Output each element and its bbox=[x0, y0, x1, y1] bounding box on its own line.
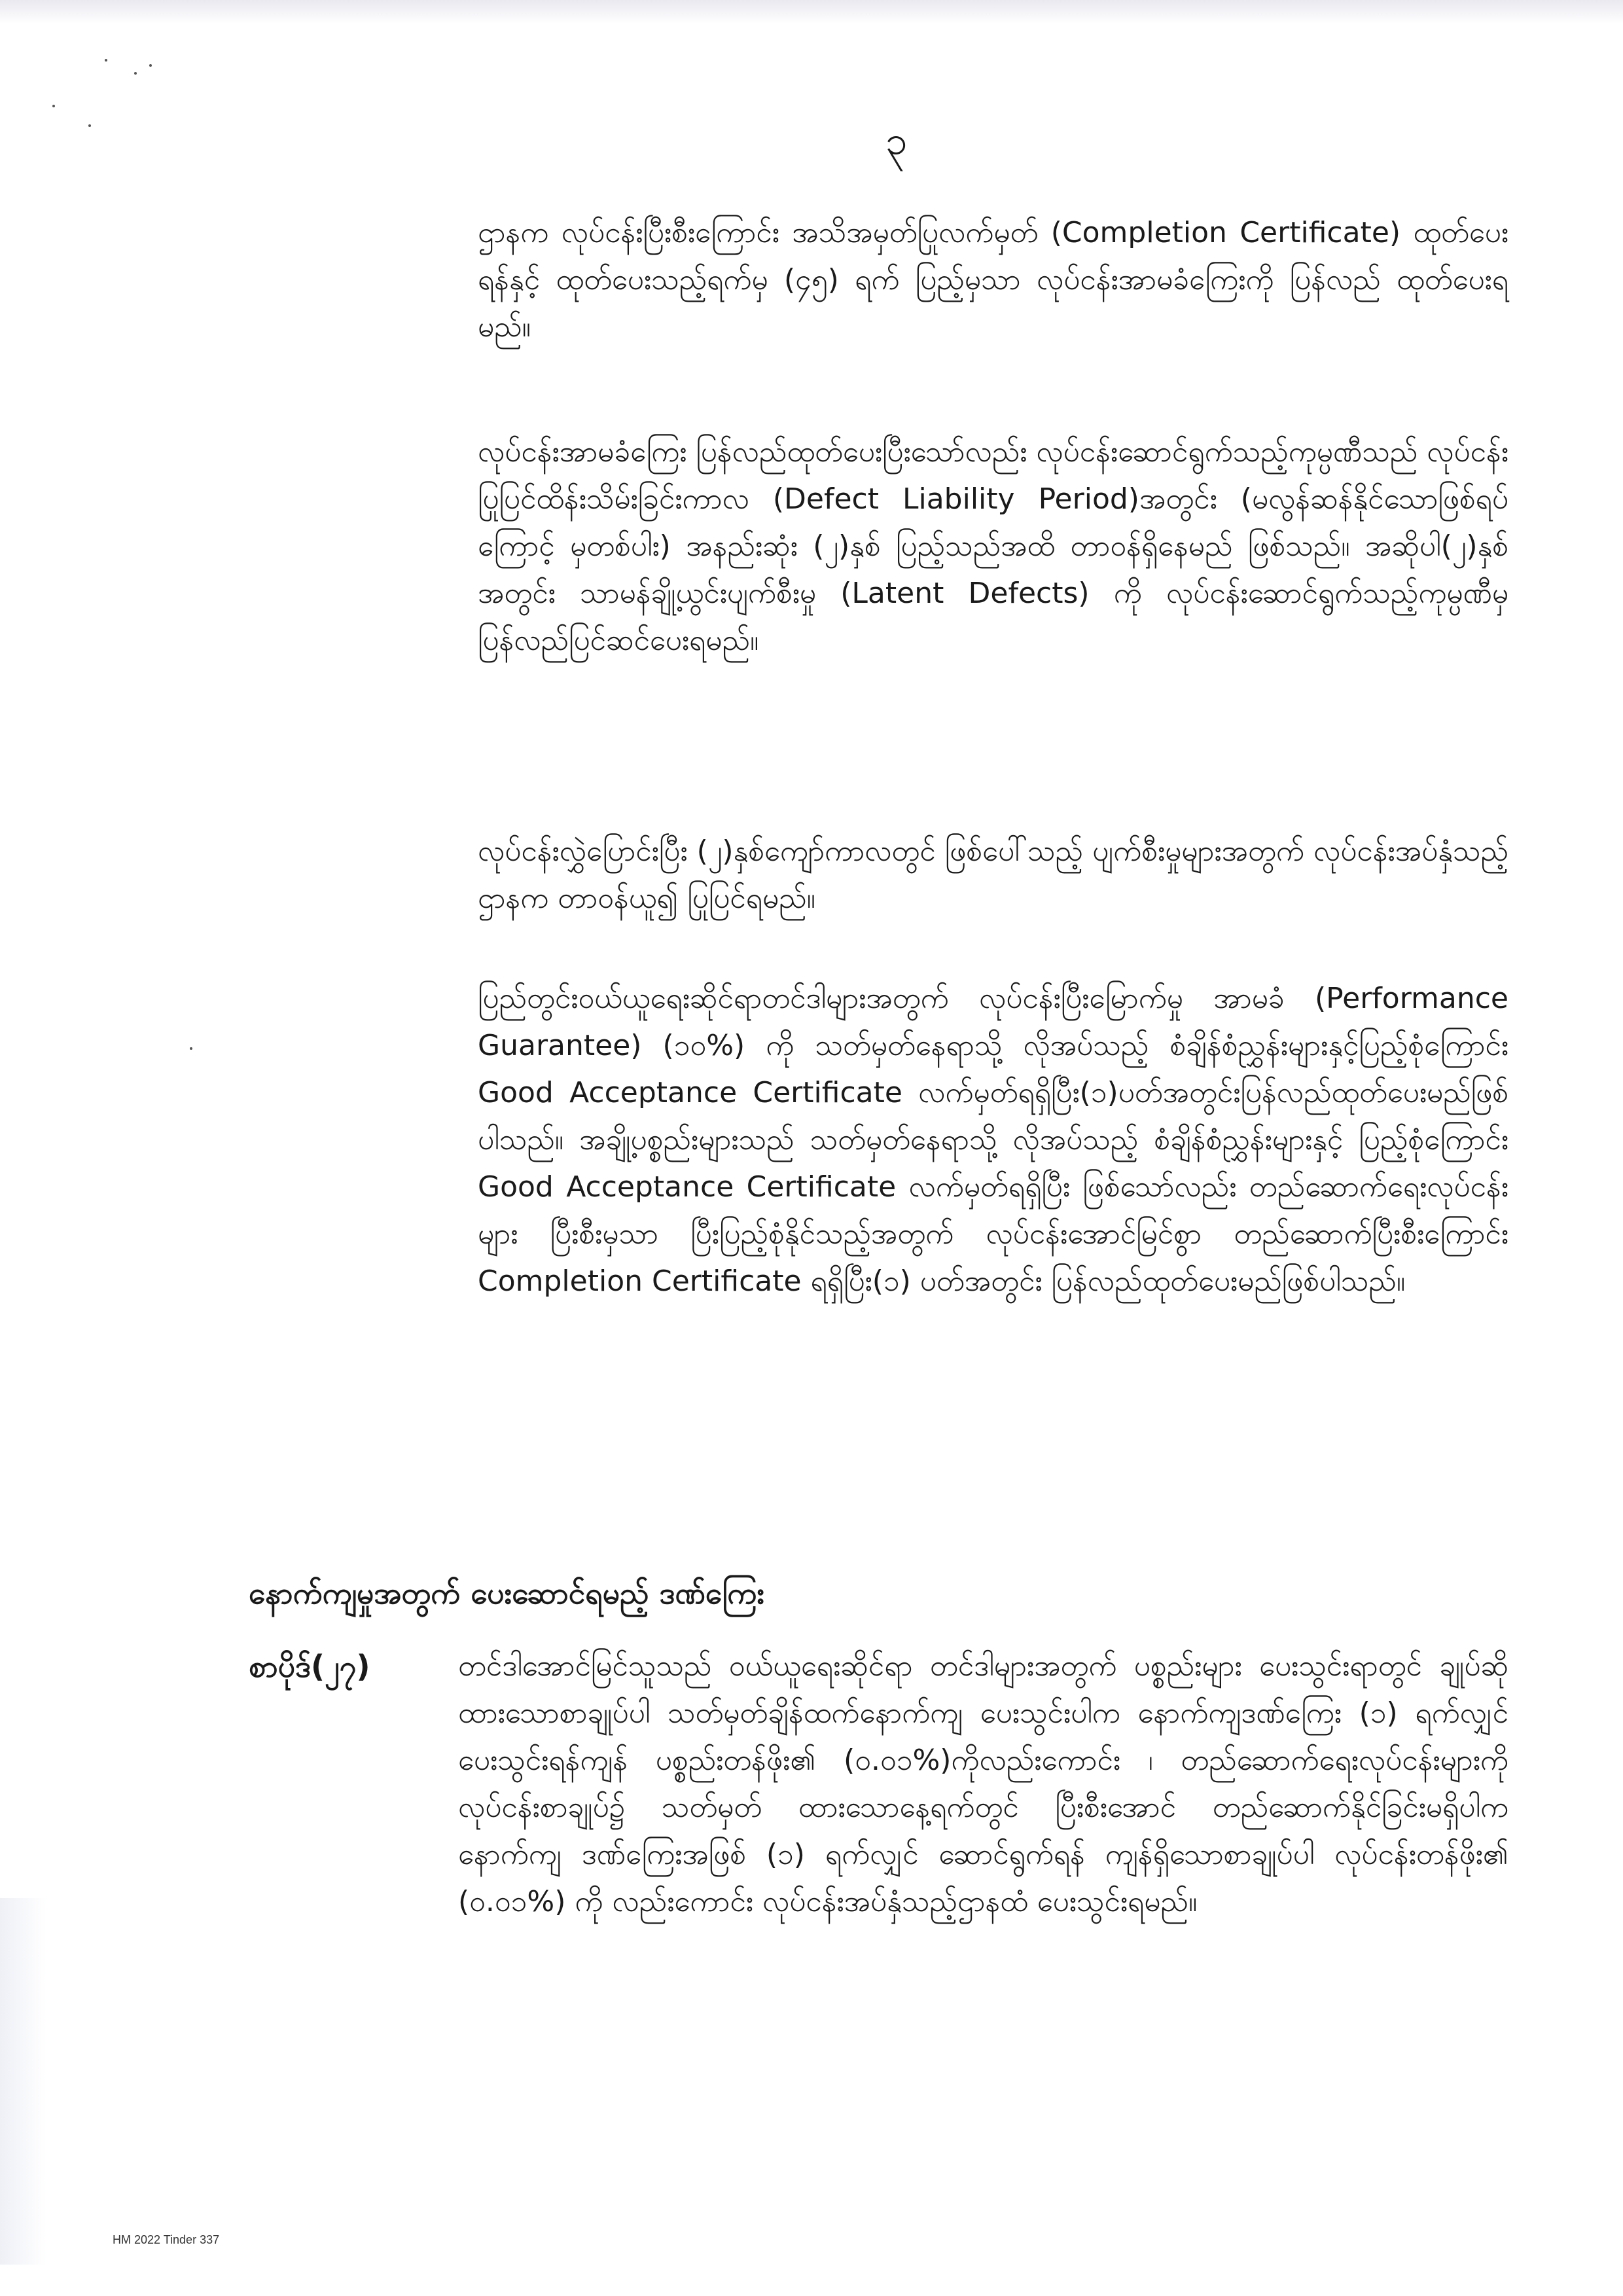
scan-speck bbox=[190, 1047, 192, 1050]
paragraph-after-two-years bbox=[478, 828, 1508, 933]
clause-label: စာပိုဒ်(၂၇) bbox=[249, 1649, 370, 1684]
scan-edge-left bbox=[0, 1898, 46, 2265]
scan-speck bbox=[105, 59, 107, 62]
section-heading: နောက်ကျမှုအတွက် ပေးဆောင်ရမည့် ဒဏ်ကြေး bbox=[249, 1575, 765, 1611]
paragraph-text: ပြည်တွင်းဝယ်ယူရေးဆိုင်ရာတင်ဒါများအတွက် လုပ်ငန်းပြီးမြောက်မှု အာမခံ (Performance Guarantee) (၁၀%) ကို သတ်မှတ်နေရာသို့ လိုအပ်သည့် စံချိန်စံညွှန်းများနှင့်ပြည့်စုံကြောင်း Good Acceptance Certificate လက်မှတ်ရရှိပြီး(၁)ပတ်အတွင်းပြန်လည်ထုတ်ပေးမည်ဖြစ်ပါသည်။ အချို့ပစ္စည်းများသည် သတ်မှတ်နေရာသို့ လိုအပ်သည့် စံချိန်စံညွှန်းများနှင့် ပြည့်စုံကြောင်း Good Acceptance Certificate လက်မှတ်ရရှိပြီး ဖြစ်သော်လည်း တည်ဆောက်ရေးလုပ်ငန်းများ ပြီးစီးမှသာ ပြီးပြည့်စုံနိုင်သည့်အတွက် လုပ်ငန်းအောင်မြင်စွာ တည်ဆောက်ပြီးစီးကြောင်း Completion Certificate ရရှိပြီး(၁) ပတ်အတွင်း ပြန်လည်ထုတ်ပေးမည်ဖြစ်ပါသည်။ bbox=[478, 982, 1508, 1298]
clause-text: တင်ဒါအောင်မြင်သူသည် ဝယ်ယူရေးဆိုင်ရာ တင်ဒါများအတွက် ပစ္စည်းများ ပေးသွင်းရာတွင် ချုပ်ဆိုထားသောစာချုပ်ပါ သတ်မှတ်ချိန်ထက်နောက်ကျ ပေးသွင်းပါက နောက်ကျဒဏ်ကြေး (၁) ရက်လျှင် ပေးသွင်းရန်ကျန် ပစ္စည်းတန်ဖိုး၏ (၀.၀၁%)ကိုလည်းကောင်း ၊ တည်ဆောက်ရေးလုပ်ငန်းများကို လုပ်ငန်းစာချုပ်၌ သတ်မှတ် ထားသောနေ့ရက်တွင် ပြီးစီးအောင် တည်ဆောက်နိုင်ခြင်းမရှိပါက နောက်ကျ ဒဏ်ကြေးအဖြစ် (၁) ရက်လျှင် ဆောင်ရွက်ရန် ကျန်ရှိသောစာချုပ်ပါ လုပ်ငန်းတန်ဖိုး၏ (၀.၀၁%) ကို လည်းကောင်း လုပ်ငန်းအပ်နှံသည့်ဌာနထံ ပေးသွင်းရမည်။ bbox=[458, 1649, 1508, 1918]
scan-speck bbox=[52, 105, 55, 107]
scan-speck bbox=[88, 124, 91, 127]
scan-edge-top bbox=[0, 0, 1623, 24]
paragraph-performance-guarantee bbox=[478, 975, 1508, 1558]
paragraph-text: ဌာနက လုပ်ငန်းပြီးစီးကြောင်း အသိအမှတ်ပြုလက်မှတ် (Completion Certificate) ထုတ်ပေးရန်နှင့် ထုတ်ပေးသည့်ရက်မှ (၄၅) ရက် ပြည့်မှသာ လုပ်ငန်းအာမခံကြေးကို ပြန်လည် ထုတ်ပေးရမည်။ bbox=[478, 216, 1508, 344]
paragraph-completion-certificate bbox=[478, 209, 1508, 406]
scan-speck bbox=[149, 64, 152, 67]
page-number: ၃ bbox=[885, 118, 908, 164]
paragraph-text: လုပ်ငန်းအာမခံကြေး ပြန်လည်ထုတ်ပေးပြီးသော်လည်း လုပ်ငန်းဆောင်ရွက်သည့်ကုမ္ပဏီသည် လုပ်ငန်းပြုပြင်ထိန်းသိမ်းခြင်းကာလ (Defect Liability Period)အတွင်း (မလွန်ဆန်နိုင်သောဖြစ်ရပ်ကြောင့် မှတစ်ပါး) အနည်းဆုံး (၂)နှစ် ပြည့်သည်အထိ တာဝန်ရှိနေမည် ဖြစ်သည်။ အဆိုပါ(၂)နှစ်အတွင်း သာမန်ချို့ယွင်းပျက်စီးမှု (Latent Defects) ကို လုပ်ငန်းဆောင်ရွက်သည့်ကုမ္ပဏီမှ ပြန်လည်ပြင်ဆင်ပေးရမည်။ bbox=[478, 435, 1508, 657]
paragraph-text: လုပ်ငန်းလွှဲပြောင်းပြီး (၂)နှစ်ကျော်ကာလတွင် ဖြစ်ပေါ်သည့် ပျက်စီးမှုများအတွက် လုပ်ငန်းအပ်နှံသည့်ဌာနက တာဝန်ယူ၍ ပြုပြင်ရမည်။ bbox=[478, 834, 1508, 915]
scan-speck bbox=[134, 72, 137, 75]
clause-body bbox=[458, 1643, 1508, 2166]
footer-note: HM 2022 Tinder 337 bbox=[113, 2233, 220, 2246]
paragraph-defect-liability bbox=[478, 429, 1508, 815]
